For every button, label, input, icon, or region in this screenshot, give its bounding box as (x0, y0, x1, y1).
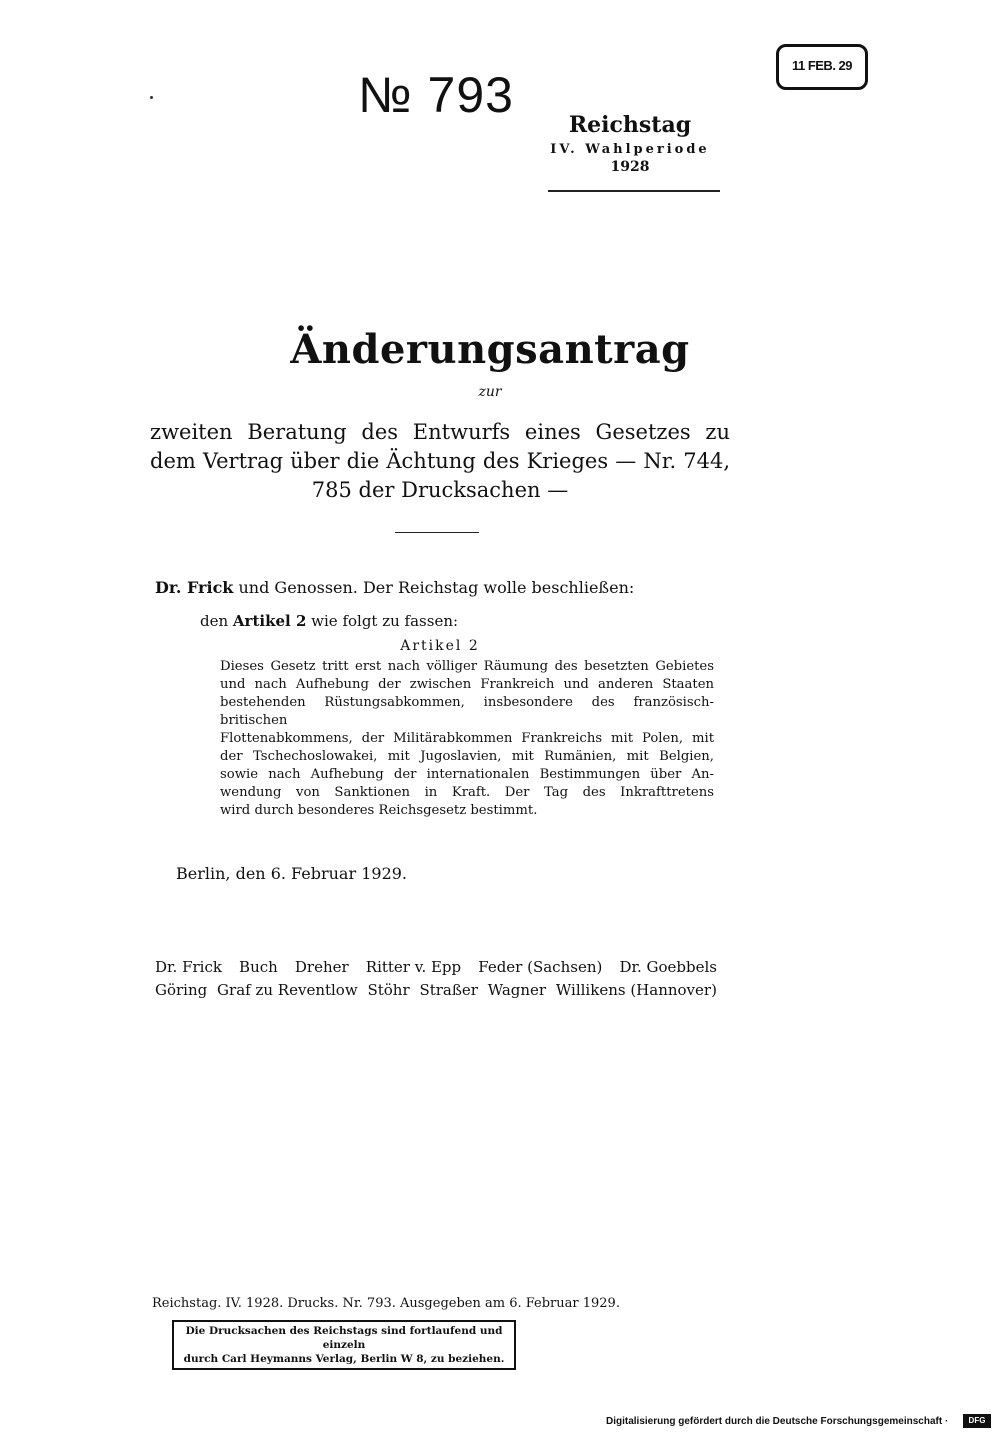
stamp-date: 11 FEB. 29 (791, 58, 853, 73)
document-number: № 793 (358, 67, 514, 123)
signatory: Graf zu Reventlow (217, 981, 358, 999)
distribution-notice (172, 1320, 516, 1370)
article-line: der Tschechoslowakei, mit Jugoslavien, mit Rumänien, mit Belgien, (220, 749, 714, 764)
signatory: Stöhr (367, 981, 410, 999)
article-instruction (200, 612, 458, 630)
place-and-date: Berlin, den 6. Februar 1929. (176, 864, 408, 883)
document-title: Änderungsantrag (290, 326, 690, 373)
signatory: Ritter v. Epp (365, 958, 462, 976)
period-year: 1928 (610, 159, 650, 175)
notice-line: durch Carl Heymanns Verlag, Berlin W 8, zu beziehen. (183, 1353, 505, 1365)
signatory-row (155, 981, 717, 999)
signatory: Wagner (487, 981, 547, 999)
article-line: wird durch besonderes Reichsgesetz bestimmt. (220, 803, 538, 818)
received-stamp (776, 44, 868, 90)
article-reference: Artikel 2 (232, 612, 307, 630)
article-text (220, 658, 714, 820)
article-line: Dieses Gesetz tritt erst nach völliger Räumung des besetzten Gebietes (220, 659, 714, 674)
signatory: Buch (239, 958, 278, 976)
dfg-logo: DFG (963, 1414, 991, 1428)
article-heading: Artikel 2 (400, 638, 480, 654)
article-line: bestehenden Rüstungsabkommen, insbesondere des französisch-britischen (220, 695, 714, 728)
section-divider (395, 532, 479, 533)
article-line: Flottenabkommens, der Militärabkommen Frankreichs mit Polen, mit (220, 731, 714, 746)
signatory: Göring (155, 981, 208, 999)
signatory: Dr. Frick (155, 958, 222, 976)
article-instruction-prefix: den (200, 612, 233, 630)
signatory: Dr. Goebbels (619, 958, 717, 976)
motion-intro-text: und Genossen. Der Reichstag wolle beschließen: (233, 578, 635, 597)
signatory: Feder (Sachsen) (478, 958, 603, 976)
signatory: Willikens (Hannover) (555, 981, 717, 999)
publication-line: Reichstag. IV. 1928. Drucks. Nr. 793. Ausgegeben am 6. Februar 1929. (152, 1296, 620, 1311)
motion-mover: Dr. Frick (155, 578, 234, 597)
reichstag-header (540, 112, 720, 175)
signatory: Straßer (419, 981, 478, 999)
article-line: sowie nach Aufhebung der internationalen Bestimmungen über An- (220, 767, 714, 782)
title-preposition: zur (478, 384, 502, 400)
document-subject: zweiten Beratung des Entwurfs eines Gesetzes zu dem Vertrag über die Ächtung des Krieges — Nr. 744, 785 der Drucksachen — (150, 420, 730, 502)
article-line: wendung von Sanktionen in Kraft. Der Tag des Inkrafttretens (220, 785, 714, 800)
signatory: Dreher (294, 958, 349, 976)
article-instruction-suffix: wie folgt zu fassen: (306, 612, 459, 630)
header-rule (548, 190, 720, 192)
notice-line: Die Drucksachen des Reichstags sind fortlaufend und einzeln (185, 1325, 503, 1351)
reichstag-label: Reichstag (568, 112, 692, 138)
signatory-row (155, 958, 717, 976)
digitization-credit: Digitalisierung gefördert durch die Deutsche Forschungsgemeinschaft · (606, 1416, 949, 1427)
motion-intro (155, 578, 634, 597)
article-line: und nach Aufhebung der zwischen Frankreich und anderen Staaten (220, 677, 714, 692)
speck-mark (150, 96, 153, 99)
legislative-period: IV. Wahlperiode (550, 142, 710, 157)
